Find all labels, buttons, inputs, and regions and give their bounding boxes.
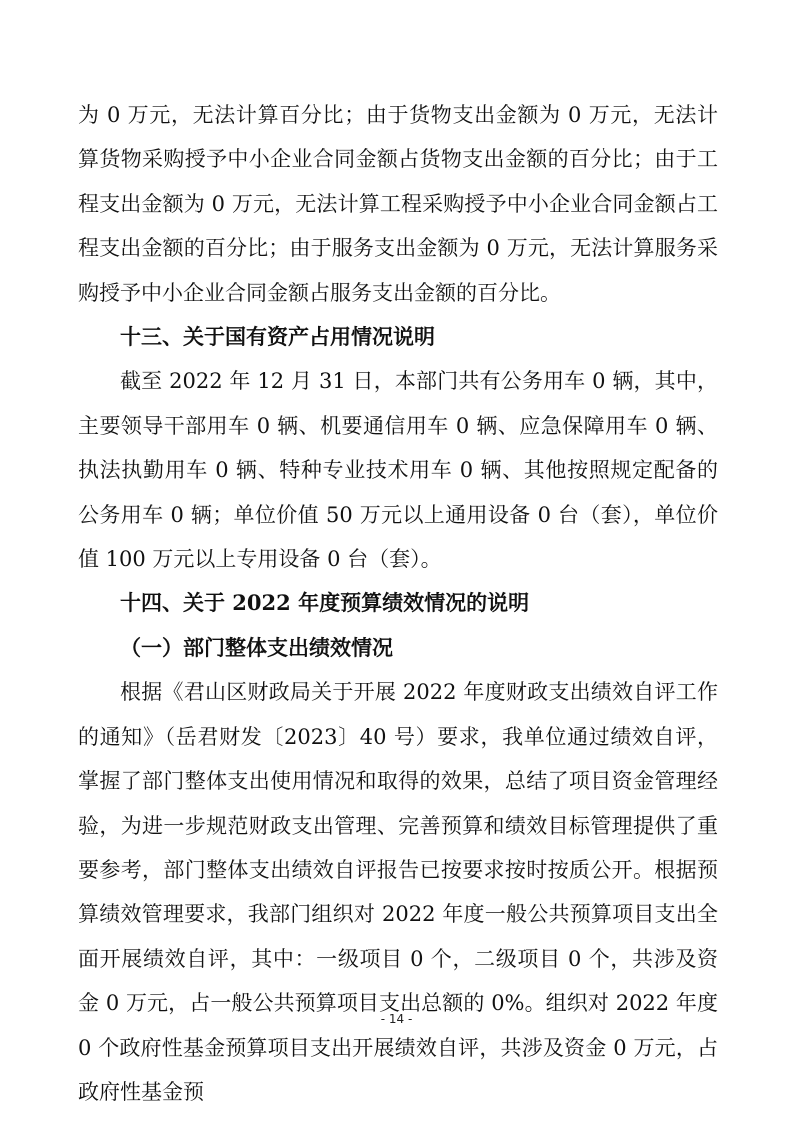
document-body <box>78 93 718 1114</box>
paragraph-performance-evaluation: 根据《君山区财政局关于开展 2022 年度财政支出绩效自评工作的通知》（岳君财发〔2023〕40 号）要求，我单位通过绩效自评，掌握了部门整体支出使用情况和取得的效果，总结了项目资金管理经验，为进一步规范财政支出管理、完善预算和绩效目标管理提供了重要参考，部门整体支出绩效自评报告已按要求按时按质公开。根据预算绩效管理要求，我部门组织对 2022 年度一般公共预算项目支出全面开展绩效自评，其中：一级项目 0 个，二级项目 0 个，共涉及资金 0 万元，占一般公共预算项目支出总额的 0%。组织对 2022 年度 0 个政府性基金预算项目支出开展绩效自评，共涉及资金 0 万元，占政府性基金预 <box>78 680 718 1104</box>
paragraph-state-assets: 截至 2022 年 12 月 31 日，本部门共有公务用车 0 辆，其中，主要领导干部用车 0 辆、机要通信用车 0 辆、应急保障用车 0 辆、执法执勤用车 0 辆、特种专业技术用车 0 辆、其他按照规定配备的公务用车 0 辆；单位价值 50 万元以上通用设备 0 台（套），单位价值 100 万元以上专用设备 0 台（套）。 <box>78 369 718 572</box>
subsection-heading-overall-performance: （一）部门整体支出绩效情况 <box>120 634 393 660</box>
section-heading-14: 十四、关于 2022 年度预算绩效情况的说明 <box>120 590 530 616</box>
page-number: - 14 - <box>380 1012 413 1026</box>
section-heading-13: 十三、关于国有资产占用情况说明 <box>120 324 435 350</box>
paragraph-procurement-summary: 为 0 万元，无法计算百分比；由于货物支出金额为 0 万元，无法计算货物采购授予中小企业合同金额占货物支出金额的百分比；由于工程支出金额为 0 万元，无法计算工程采购授予中小企业合同金额占工程支出金额的百分比；由于服务支出金额为 0 万元，无法计算服务采购授予中小企业合同金额占服务支出金额的百分比。 <box>78 103 718 305</box>
